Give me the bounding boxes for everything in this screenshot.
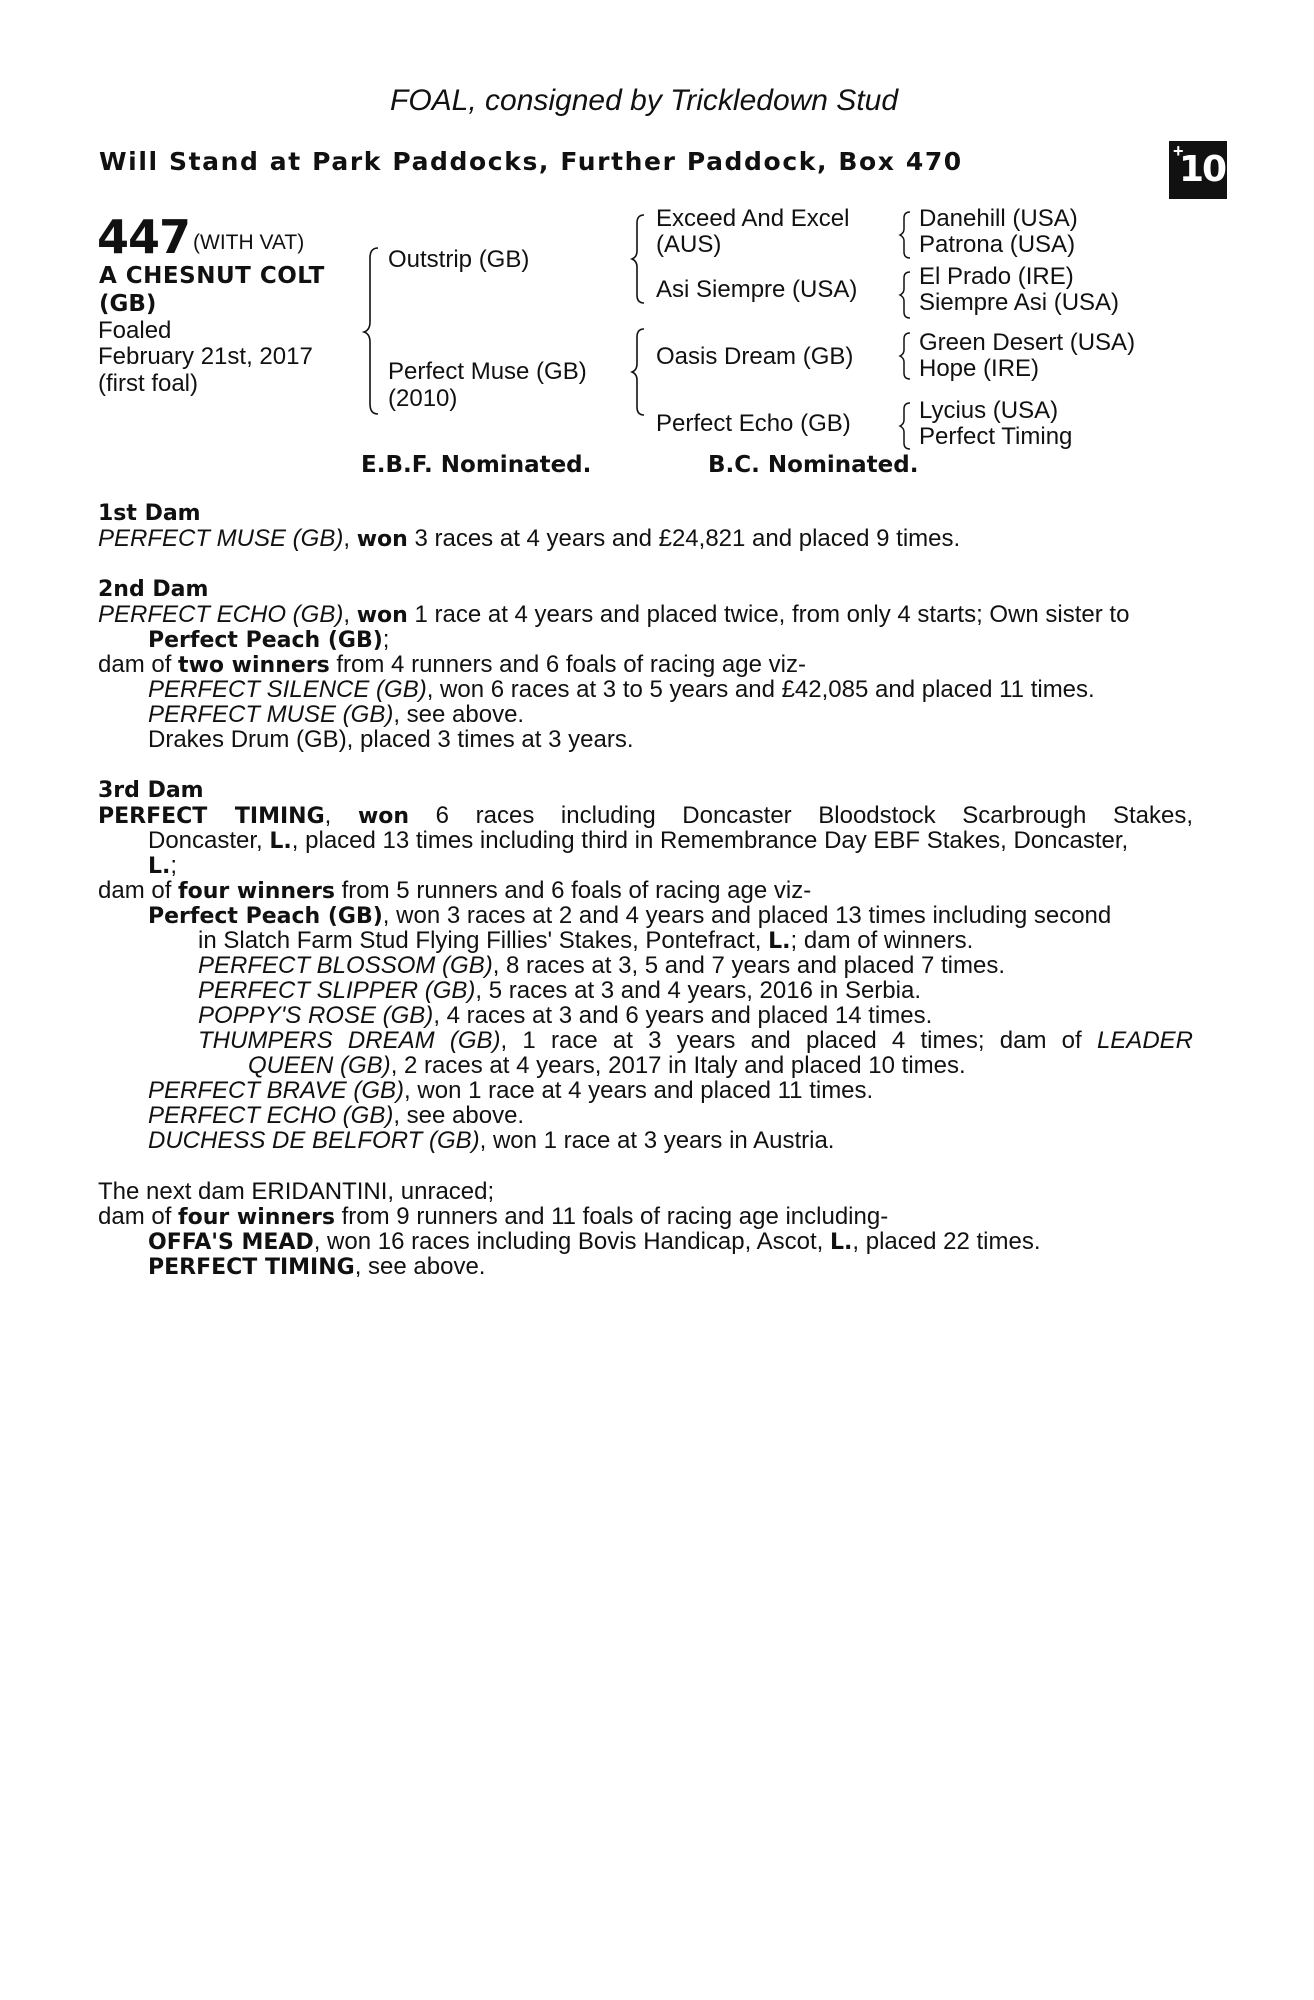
- dam-year: (2010): [388, 385, 458, 412]
- next-dam-produce-summary: dam of four winners from 9 runners and 11 foals of racing age including-: [98, 1203, 889, 1230]
- produce-item: Perfect Peach (GB), won 3 races at 2 and 4 years and placed 13 times including second: [148, 902, 1112, 929]
- foaled-date: February 21st, 2017: [98, 343, 313, 370]
- dam-line-brace: [630, 327, 648, 417]
- third-dam-line-3: L.;: [148, 852, 178, 879]
- foaled-label: Foaled: [98, 317, 172, 344]
- first-dam-heading: 1st Dam: [98, 501, 201, 526]
- vat-note: (WITH VAT): [193, 231, 305, 254]
- next-dam-line: The next dam ERIDANTINI, unraced;: [98, 1178, 495, 1205]
- second-dam-line: PERFECT ECHO (GB), won 1 race at 4 years and placed twice, from only 4 starts; Own sister to: [98, 601, 1130, 628]
- ggp-1: Danehill (USA): [919, 205, 1078, 232]
- brace-g1: [898, 210, 914, 260]
- produce-item: Drakes Drum (GB), placed 3 times at 3 years.: [148, 726, 634, 753]
- produce-item: PERFECT MUSE (GB), see above.: [148, 701, 525, 728]
- sire-name: Outstrip (GB): [388, 246, 530, 273]
- sire-sire-origin: (AUS): [656, 231, 722, 258]
- stand-line: Will Stand at Park Paddocks, Further Paddock, Box 470: [99, 147, 963, 176]
- ggp-5: Green Desert (USA): [919, 329, 1136, 356]
- produce-item: DUCHESS DE BELFORT (GB), won 1 race at 3 years in Austria.: [148, 1127, 835, 1154]
- sire-sire: Exceed And Excel: [656, 205, 850, 232]
- brace-g2: [898, 270, 914, 320]
- dam-name: Perfect Muse (GB): [388, 358, 587, 385]
- third-dam-line: PERFECT TIMING, won 6 races including Doncaster Bloodstock Scarbrough Stakes,: [98, 802, 1194, 829]
- page-title: FOAL, consigned by Trickledown Stud: [390, 84, 899, 117]
- sire-dam: Asi Siempre (USA): [656, 276, 858, 303]
- first-dam-name: PERFECT MUSE (GB): [98, 525, 344, 552]
- sire-line-brace: [630, 213, 648, 305]
- produce-item: POPPY'S ROSE (GB), 4 races at 3 and 6 years and placed 14 times.: [198, 1002, 933, 1029]
- second-dam-produce-summary: dam of two winners from 4 runners and 6 foals of racing age viz-: [98, 651, 806, 678]
- ggp-2: Patrona (USA): [919, 231, 1076, 258]
- dam-sire: Oasis Dream (GB): [656, 343, 854, 370]
- sire-dam-brace: [362, 246, 382, 416]
- produce-item: THUMPERS DREAM (GB), 1 race at 3 years and placed 4 times; dam of LEADER: [198, 1027, 1193, 1054]
- produce-item: PERFECT BRAVE (GB), won 1 race at 4 years and placed 11 times.: [148, 1077, 874, 1104]
- produce-item-cont: in Slatch Farm Stud Flying Fillies' Stakes, Pontefract, L.; dam of winners.: [198, 927, 974, 954]
- foal-note: (first foal): [98, 370, 199, 397]
- second-dam-heading: 2nd Dam: [98, 577, 209, 602]
- third-dam-line-2: Doncaster, L., placed 13 times including third in Remembrance Day EBF Stakes, Doncaster,: [148, 827, 1129, 854]
- ggp-7: Lycius (USA): [919, 397, 1059, 424]
- badge-number: 10: [1179, 149, 1226, 190]
- third-dam-heading: 3rd Dam: [98, 778, 204, 803]
- ggp-3: El Prado (IRE): [919, 263, 1074, 290]
- produce-item: PERFECT ECHO (GB), see above.: [148, 1102, 525, 1129]
- ggp-4: Siempre Asi (USA): [919, 289, 1120, 316]
- ebf-nominated: E.B.F. Nominated.: [361, 452, 592, 478]
- ggp-8: Perfect Timing: [919, 423, 1073, 450]
- produce-item: PERFECT BLOSSOM (GB), 8 races at 3, 5 and 7 years and placed 7 times.: [198, 952, 1005, 979]
- ggp-6: Hope (IRE): [919, 355, 1040, 382]
- first-dam-line: PERFECT MUSE (GB), won 3 races at 4 years and £24,821 and placed 9 times.: [98, 525, 961, 552]
- produce-item: PERFECT TIMING, see above.: [148, 1253, 486, 1280]
- catalogue-badge: [1169, 141, 1227, 199]
- lot-number: 447: [97, 210, 191, 264]
- badge-plus: +: [1173, 141, 1184, 161]
- produce-item: OFFA'S MEAD, won 16 races including Bovis Handicap, Ascot, L., placed 22 times.: [148, 1228, 1041, 1255]
- dam-dam: Perfect Echo (GB): [656, 410, 851, 437]
- produce-item: PERFECT SLIPPER (GB), 5 races at 3 and 4 years, 2016 in Serbia.: [198, 977, 921, 1004]
- third-dam-produce-summary: dam of four winners from 5 runners and 6 foals of racing age viz-: [98, 877, 812, 904]
- second-dam-sister: Perfect Peach (GB);: [148, 626, 390, 653]
- lot-origin: (GB): [99, 291, 157, 317]
- produce-item-cont: QUEEN (GB), 2 races at 4 years, 2017 in Italy and placed 10 times.: [248, 1052, 966, 1079]
- lot-description: A CHESNUT COLT: [99, 263, 325, 289]
- brace-g3: [898, 331, 914, 381]
- brace-g4: [898, 401, 914, 451]
- bc-nominated: B.C. Nominated.: [708, 452, 919, 478]
- produce-item: PERFECT SILENCE (GB), won 6 races at 3 to 5 years and £42,085 and placed 11 times.: [148, 676, 1095, 703]
